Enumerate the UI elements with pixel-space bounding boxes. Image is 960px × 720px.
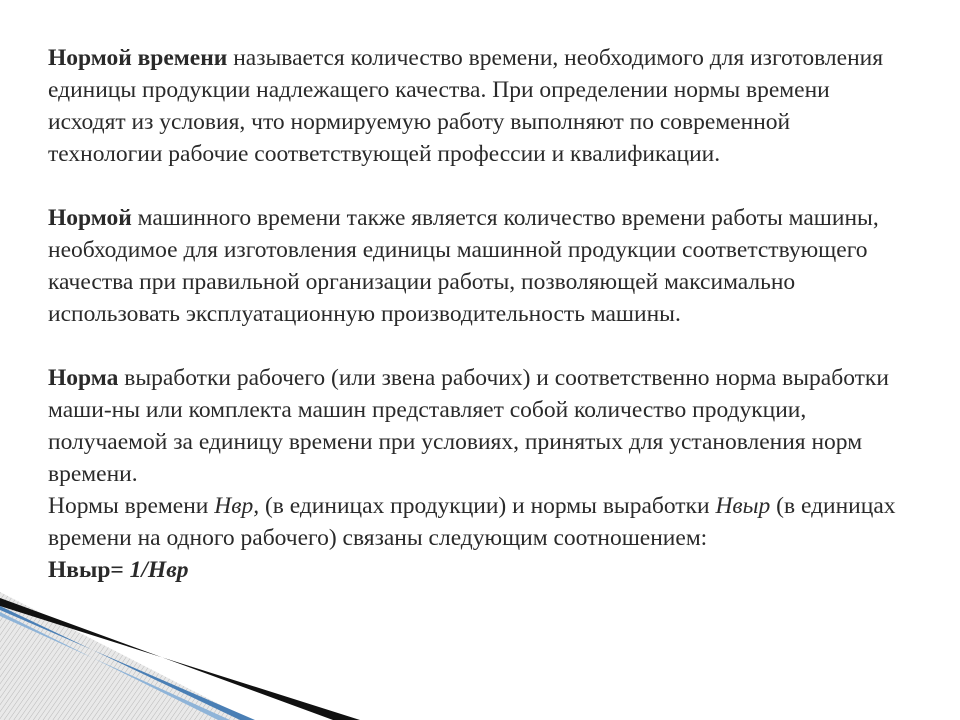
paragraph-time-norm <box>48 42 908 170</box>
light-blue-stripe <box>0 612 230 720</box>
formula <box>48 554 908 586</box>
paragraph-output-norm <box>48 362 908 490</box>
definition-output-norm: выработки рабочего (или звена рабочих) и соответственно норма выработки маши-ны или комплекта машин представляет собой количество продукции, получаемой за единицу времени при условиях, принятых для установления норм времени. <box>48 365 889 487</box>
relation-text-1: Нормы времени <box>48 493 215 519</box>
formula-rhs: 1/Нвр <box>129 557 189 583</box>
paragraph-norms-relation <box>48 490 908 554</box>
paragraph-machine-time-norm <box>48 202 908 330</box>
term-time-norm: Нормой времени <box>48 45 228 71</box>
term-output-norm: Норма <box>48 365 119 391</box>
slide-content <box>48 42 908 586</box>
paragraph-spacer <box>48 330 908 362</box>
definition-time-norm: называется количество времени, необходимого для изготовления единицы продукции надлежащего качества. При определении нормы времени исходят из условия, что нормируемую работу выполняют по современной технологии рабочие соответствующей профессии и квалификации. <box>48 45 884 167</box>
black-stripe <box>0 598 360 720</box>
symbol-nvyr: Нвыр <box>715 493 771 519</box>
paragraph-spacer <box>48 170 908 202</box>
definition-machine-time-norm: машинного времени также является количество времени работы машины, необходимое для изготовления единицы машинной продукции соответствующего качества при правильной организации работы, позволяющей максимально использовать эксплуатационную производительность машины. <box>48 205 879 327</box>
term-machine-norm: Нормой <box>48 205 132 231</box>
relation-text-3: (в единицах времени на одного рабочего) связаны следующим соотношением: <box>48 493 896 551</box>
symbol-nvr: Нвр, <box>214 493 260 519</box>
formula-lhs: Нвыр= <box>48 557 130 583</box>
hatched-corner-shape <box>0 592 250 720</box>
relation-text-2: (в единицах продукции) и нормы выработки <box>259 493 716 519</box>
blue-stripe <box>0 606 255 720</box>
